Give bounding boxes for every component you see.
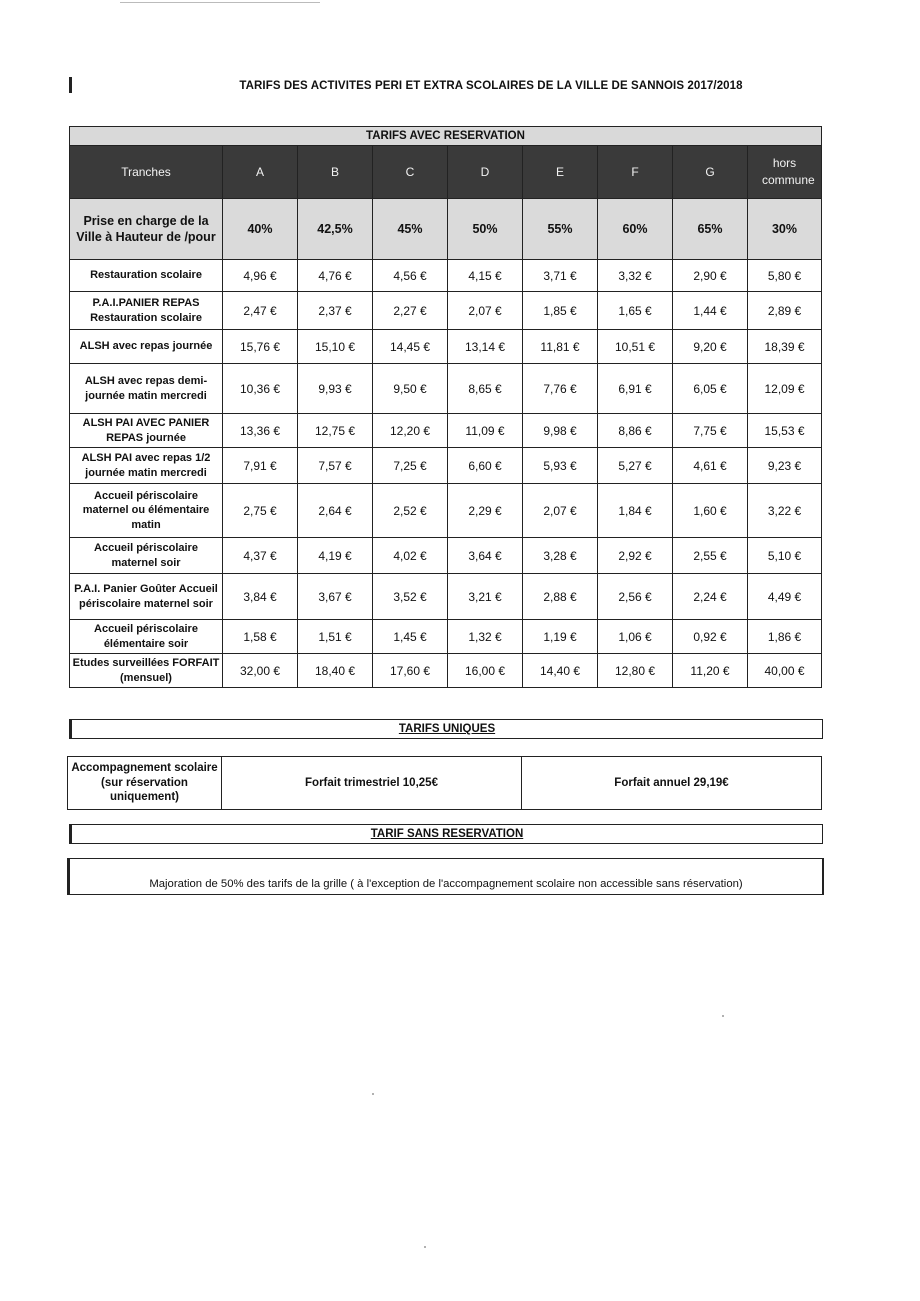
price-cell: 5,93 € xyxy=(523,448,598,484)
price-cell: 2,27 € xyxy=(373,292,448,330)
percent-cell: 60% xyxy=(598,199,673,260)
surcharge-text: Majoration de 50% des tarifs de la grille ( à l'exception de l'accompagnement scolaire non accessible sans réservation) xyxy=(149,878,743,890)
price-cell: 7,76 € xyxy=(523,364,598,414)
column-header: A xyxy=(223,146,298,199)
price-cell: 2,47 € xyxy=(223,292,298,330)
percent-cell: 30% xyxy=(748,199,822,260)
price-cell: 32,00 € xyxy=(223,654,298,688)
document-title xyxy=(0,80,920,92)
price-cell: 1,85 € xyxy=(523,292,598,330)
price-cell: 3,71 € xyxy=(523,260,598,292)
price-cell: 1,51 € xyxy=(298,620,373,654)
price-cell: 8,65 € xyxy=(448,364,523,414)
column-header: hors commune xyxy=(748,146,822,199)
table-row xyxy=(70,654,822,688)
price-cell: 0,92 € xyxy=(673,620,748,654)
annual-fee: Forfait annuel 29,19€ xyxy=(522,757,822,810)
price-cell: 1,58 € xyxy=(223,620,298,654)
price-cell: 2,52 € xyxy=(373,484,448,538)
row-label: Accueil périscolaire maternel ou élémentaire matin xyxy=(70,484,223,538)
scan-speck xyxy=(424,1246,426,1248)
row-label: ALSH avec repas journée xyxy=(70,330,223,364)
price-cell: 1,86 € xyxy=(748,620,822,654)
column-header: Tranches xyxy=(70,146,223,199)
price-cell: 5,10 € xyxy=(748,538,822,574)
scan-artifact-line xyxy=(120,2,320,3)
price-cell: 2,56 € xyxy=(598,574,673,620)
section-title-unique xyxy=(69,719,823,739)
table-row xyxy=(70,448,822,484)
column-header: C xyxy=(373,146,448,199)
table-row xyxy=(70,484,822,538)
table-row xyxy=(70,364,822,414)
price-cell: 9,93 € xyxy=(298,364,373,414)
price-cell: 14,45 € xyxy=(373,330,448,364)
price-cell: 11,20 € xyxy=(673,654,748,688)
column-header: D xyxy=(448,146,523,199)
price-cell: 3,64 € xyxy=(448,538,523,574)
percent-cell: 42,5% xyxy=(298,199,373,260)
column-header: F xyxy=(598,146,673,199)
document-title-text: TARIFS DES ACTIVITES PERI ET EXTRA SCOLAIRES DE LA VILLE DE SANNOIS 2017/2018 xyxy=(239,80,743,92)
row-label: ALSH avec repas demi-journée matin mercredi xyxy=(70,364,223,414)
price-cell: 11,09 € xyxy=(448,414,523,448)
price-cell: 40,00 € xyxy=(748,654,822,688)
price-cell: 15,53 € xyxy=(748,414,822,448)
price-cell: 16,00 € xyxy=(448,654,523,688)
price-cell: 18,40 € xyxy=(298,654,373,688)
price-cell: 15,10 € xyxy=(298,330,373,364)
price-cell: 2,37 € xyxy=(298,292,373,330)
column-header: E xyxy=(523,146,598,199)
table-row xyxy=(70,620,822,654)
price-cell: 2,90 € xyxy=(673,260,748,292)
price-cell: 12,80 € xyxy=(598,654,673,688)
percent-cell: 65% xyxy=(673,199,748,260)
price-cell: 4,76 € xyxy=(298,260,373,292)
price-cell: 1,84 € xyxy=(598,484,673,538)
price-cell: 7,25 € xyxy=(373,448,448,484)
price-cell: 2,55 € xyxy=(673,538,748,574)
scan-speck xyxy=(372,1093,374,1095)
price-cell: 3,67 € xyxy=(298,574,373,620)
price-cell: 2,89 € xyxy=(748,292,822,330)
price-cell: 4,02 € xyxy=(373,538,448,574)
row-label: P.A.I. Panier Goûter Accueil périscolaire maternel soir xyxy=(70,574,223,620)
unique-tariff-table xyxy=(67,756,822,810)
table-row xyxy=(70,414,822,448)
price-cell: 4,49 € xyxy=(748,574,822,620)
price-cell: 2,75 € xyxy=(223,484,298,538)
price-cell: 9,98 € xyxy=(523,414,598,448)
price-cell: 12,09 € xyxy=(748,364,822,414)
row-label: ALSH PAI AVEC PANIER REPAS journée xyxy=(70,414,223,448)
price-cell: 1,45 € xyxy=(373,620,448,654)
price-cell: 13,14 € xyxy=(448,330,523,364)
price-cell: 2,92 € xyxy=(598,538,673,574)
price-cell: 3,84 € xyxy=(223,574,298,620)
price-cell: 2,24 € xyxy=(673,574,748,620)
row-label: Etudes surveillées FORFAIT (mensuel) xyxy=(70,654,223,688)
price-cell: 1,32 € xyxy=(448,620,523,654)
price-cell: 17,60 € xyxy=(373,654,448,688)
price-cell: 7,91 € xyxy=(223,448,298,484)
price-cell: 3,21 € xyxy=(448,574,523,620)
price-cell: 6,05 € xyxy=(673,364,748,414)
percent-cell: 55% xyxy=(523,199,598,260)
price-cell: 9,20 € xyxy=(673,330,748,364)
section-title-no-reservation xyxy=(69,824,823,844)
price-cell: 5,80 € xyxy=(748,260,822,292)
row-label: Accueil périscolaire élémentaire soir xyxy=(70,620,223,654)
section-title-no-reservation-text: TARIF SANS RESERVATION xyxy=(370,828,524,840)
price-cell: 9,50 € xyxy=(373,364,448,414)
reservation-tariff-table xyxy=(69,126,822,688)
price-cell: 4,56 € xyxy=(373,260,448,292)
price-cell: 13,36 € xyxy=(223,414,298,448)
section-title-reservation: TARIFS AVEC RESERVATION xyxy=(70,127,822,146)
price-cell: 3,52 € xyxy=(373,574,448,620)
price-cell: 12,75 € xyxy=(298,414,373,448)
price-cell: 3,32 € xyxy=(598,260,673,292)
column-header: B xyxy=(298,146,373,199)
price-cell: 14,40 € xyxy=(523,654,598,688)
price-cell: 1,44 € xyxy=(673,292,748,330)
table-row xyxy=(70,538,822,574)
percent-row-label: Prise en charge de la Ville à Hauteur de /pour xyxy=(70,199,223,260)
price-cell: 1,06 € xyxy=(598,620,673,654)
price-cell: 7,75 € xyxy=(673,414,748,448)
row-label: ALSH PAI avec repas 1/2 journée matin mercredi xyxy=(70,448,223,484)
price-cell: 8,86 € xyxy=(598,414,673,448)
price-cell: 11,81 € xyxy=(523,330,598,364)
price-cell: 2,07 € xyxy=(448,292,523,330)
quarterly-fee: Forfait trimestriel 10,25€ xyxy=(222,757,522,810)
row-label: Accueil périscolaire maternel soir xyxy=(70,538,223,574)
column-header: G xyxy=(673,146,748,199)
price-cell: 2,88 € xyxy=(523,574,598,620)
unique-tariff-label: Accompagnement scolaire (sur réservation uniquement) xyxy=(68,757,222,810)
price-cell: 10,36 € xyxy=(223,364,298,414)
percent-cell: 40% xyxy=(223,199,298,260)
price-cell: 1,65 € xyxy=(598,292,673,330)
percent-cell: 45% xyxy=(373,199,448,260)
price-cell: 2,29 € xyxy=(448,484,523,538)
price-cell: 4,15 € xyxy=(448,260,523,292)
price-cell: 4,61 € xyxy=(673,448,748,484)
price-cell: 1,19 € xyxy=(523,620,598,654)
scan-speck xyxy=(722,1015,724,1017)
price-cell: 18,39 € xyxy=(748,330,822,364)
price-cell: 2,07 € xyxy=(523,484,598,538)
price-cell: 7,57 € xyxy=(298,448,373,484)
price-cell: 2,64 € xyxy=(298,484,373,538)
price-cell: 6,91 € xyxy=(598,364,673,414)
price-cell: 5,27 € xyxy=(598,448,673,484)
table-row xyxy=(70,574,822,620)
row-label: P.A.I.PANIER REPAS Restauration scolaire xyxy=(70,292,223,330)
price-cell: 6,60 € xyxy=(448,448,523,484)
percent-cell: 50% xyxy=(448,199,523,260)
table-row xyxy=(70,292,822,330)
table-row xyxy=(70,330,822,364)
price-cell: 3,28 € xyxy=(523,538,598,574)
price-cell: 10,51 € xyxy=(598,330,673,364)
price-cell: 3,22 € xyxy=(748,484,822,538)
section-title-unique-text: TARIFS UNIQUES xyxy=(398,723,496,735)
price-cell: 15,76 € xyxy=(223,330,298,364)
price-cell: 9,23 € xyxy=(748,448,822,484)
price-cell: 4,19 € xyxy=(298,538,373,574)
price-cell: 4,37 € xyxy=(223,538,298,574)
price-cell: 1,60 € xyxy=(673,484,748,538)
price-cell: 12,20 € xyxy=(373,414,448,448)
price-cell: 4,96 € xyxy=(223,260,298,292)
row-label: Restauration scolaire xyxy=(70,260,223,292)
table-row xyxy=(70,260,822,292)
